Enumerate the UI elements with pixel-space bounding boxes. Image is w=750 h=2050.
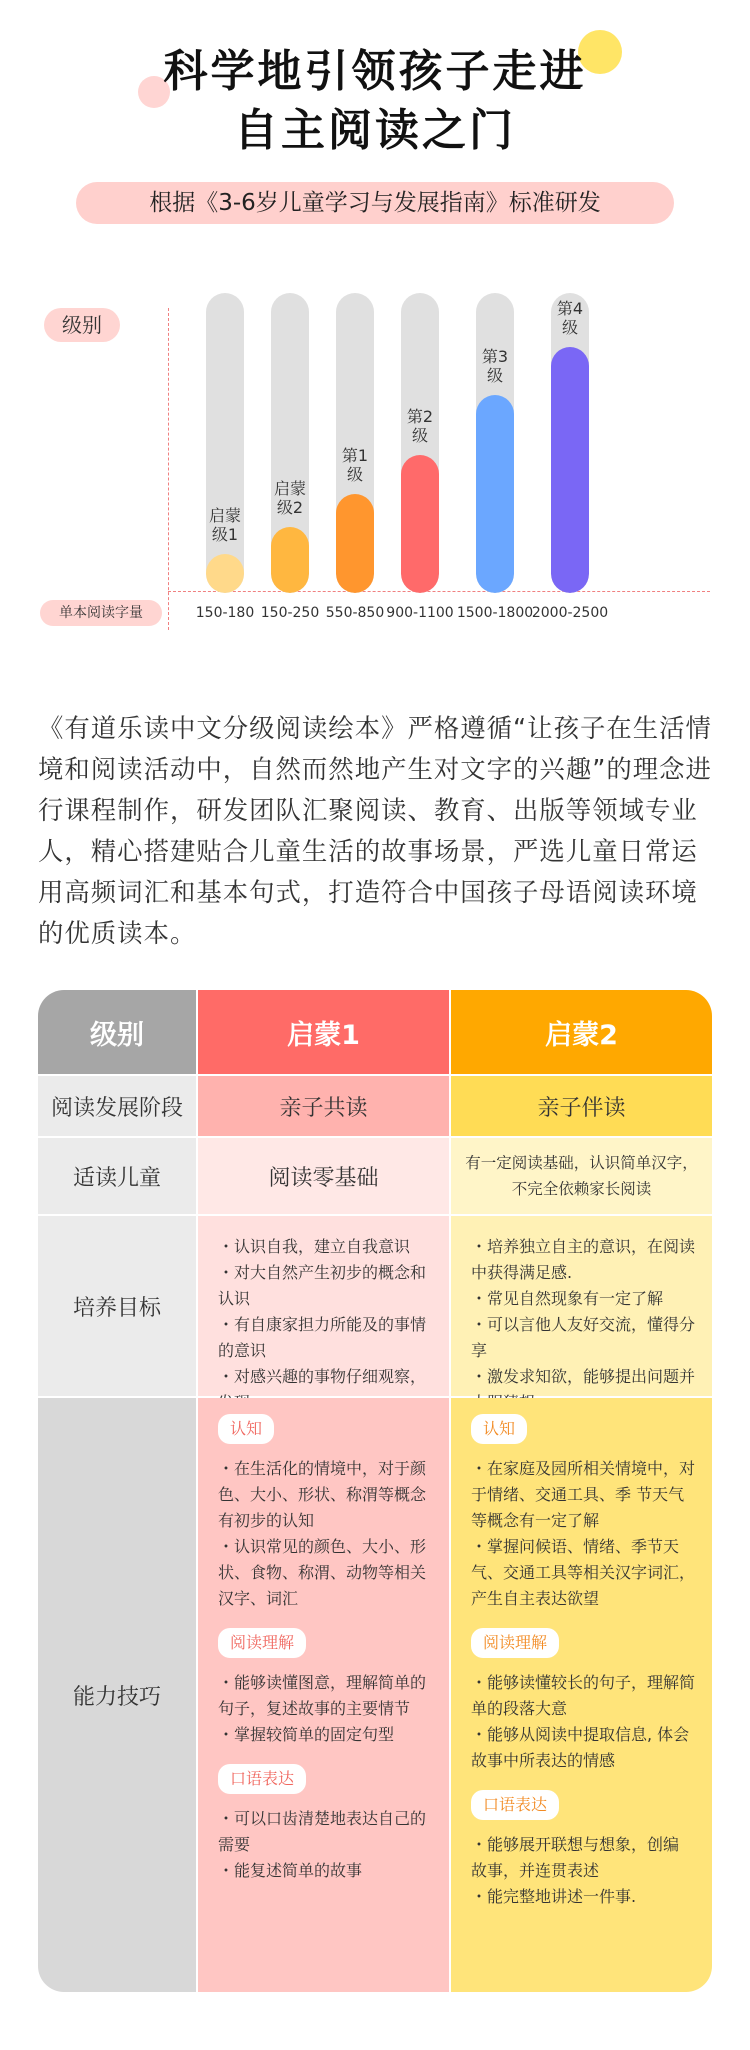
skill-col1-item: ・认识常见的颜色、大小、形状、食物、称渭、动物等相关汉字、词汇	[218, 1537, 427, 1608]
skill-section	[471, 1414, 698, 1612]
skill-section	[218, 1414, 435, 1612]
skill-tag: 口语表达	[218, 1764, 306, 1794]
page-title-line1: 科学地引领孩子走进	[163, 46, 587, 97]
level-bar-1	[206, 293, 244, 593]
level-bar-label-2: 启蒙级2	[273, 479, 306, 517]
cell-skills-col1	[198, 1398, 449, 1992]
row-label-goals: 培养目标	[38, 1216, 196, 1396]
skill-col1-item: ・掌握较简单的固定句型	[218, 1725, 395, 1744]
cell-stage-col1: 亲子共读	[198, 1076, 449, 1136]
level-comparison-table	[38, 990, 712, 1992]
y-axis-label: 级别	[44, 308, 120, 342]
level-bar-label-4: 第2级	[406, 407, 434, 445]
skill-section	[471, 1790, 698, 1910]
skill-tag: 阅读理解	[471, 1628, 559, 1658]
x-tick-label-5: 1500-1800	[456, 605, 534, 621]
x-tick-label-1: 150-180	[195, 605, 255, 621]
skill-tag: 认知	[471, 1414, 527, 1444]
level-bar-6	[551, 293, 589, 593]
goal-col2-item: ・常见自然现象有一定了解	[471, 1289, 664, 1308]
level-bar-2	[271, 293, 309, 593]
skill-section	[471, 1628, 698, 1774]
row-label-stage: 阅读发展阶段	[38, 1076, 196, 1136]
skill-tag: 认知	[218, 1414, 274, 1444]
row-label-suitable: 适读儿童	[38, 1138, 196, 1214]
cell-suitable-col2: 有一定阅读基础，认识简单汉字，不完全依赖家长阅读	[451, 1138, 712, 1214]
goal-col1-item: ・认识自我，建立自我意识	[218, 1237, 411, 1256]
goal-col1-item: ・对感兴趣的事物仔细观察，	[218, 1367, 427, 1386]
cell-suitable-col1: 阅读零基础	[198, 1138, 449, 1214]
skill-col1-item: ・能够读懂图意，理解简单的句子，复述故事的主要情节	[218, 1673, 427, 1718]
cell-skills-col2	[451, 1398, 712, 1992]
goal-col1-item: ・有自康家担力所能及的事情的意识	[218, 1315, 427, 1360]
cell-stage-col2: 亲子伴读	[451, 1076, 712, 1136]
cell-goals-col2	[451, 1216, 712, 1396]
goal-col2-item: ・可以言他人友好交流，懂得分享	[471, 1315, 696, 1360]
row-label-skills: 能力技巧	[38, 1398, 196, 1992]
level-bar-fill-1	[206, 554, 244, 593]
skill-col1-item: ・能复述简单的故事	[218, 1861, 363, 1880]
level-bar-3	[336, 293, 374, 593]
level-bar-fill-3	[336, 494, 374, 593]
x-tick-label-6: 2000-2500	[531, 605, 609, 621]
skill-col2-item: ・能够展开联想与想象，创编 故事，并连贯表述	[471, 1835, 680, 1880]
skill-col2-item: ・能够读懂较长的句子，理解简单的段落大意	[471, 1673, 696, 1718]
skill-section	[218, 1628, 435, 1748]
cell-goals-col1	[198, 1216, 449, 1396]
skill-col2-item: ・能完整地讲述一件事.	[471, 1887, 637, 1906]
level-bar-label-5: 第3级	[481, 347, 509, 385]
goal-col1-item: ・对大自然产生初步的概念和认识	[218, 1263, 427, 1308]
x-axis-line	[168, 591, 710, 592]
y-axis-line	[168, 308, 169, 630]
x-tick-label-3: 550-850	[325, 605, 385, 621]
skill-tag: 阅读理解	[218, 1628, 306, 1658]
level-bar-5	[476, 293, 514, 593]
subtitle-pill: 根据《3-6岁儿童学习与发展指南》标准研发	[76, 182, 674, 224]
skill-col2-item: ・在家庭及园所相关情境中，对于情绪、交通工具、季 节天气等概念有一定了解	[471, 1459, 696, 1530]
skill-col2-item: ・掌握问候语、情绪、季节天气、交通工具等相关汉字词汇，产生自主表达欲望	[471, 1537, 696, 1608]
level-bar-fill-2	[271, 527, 309, 593]
x-tick-label-4: 900-1100	[386, 605, 454, 621]
x-tick-label-2: 150-250	[260, 605, 320, 621]
level-bar-fill-5	[476, 395, 514, 593]
intro-paragraph: 《有道乐读中文分级阅读绘本》严格遵循“让孩子在生活情境和阅读活动中，自然而然地产生对文字的兴趣”的理念进行课程制作，研发团队汇聚阅读、教育、出版等领域专业人，精心搭建贴合儿童生活的故事场景，严选儿童日常运用高频词汇和基本句式，打造符合中国孩子母语阅读环境的优质读本。	[38, 713, 712, 948]
page-title-line2: 自主阅读之门	[234, 105, 516, 156]
table-header-col1: 启蒙1	[198, 990, 449, 1074]
level-bar-fill-4	[401, 455, 439, 593]
skill-col2-item: ・能够从阅读中提取信息, 体会故事中所表达的情感	[471, 1725, 690, 1770]
skill-tag: 口语表达	[471, 1790, 559, 1820]
level-bar-label-1: 启蒙级1	[208, 506, 241, 544]
level-bar-fill-6	[551, 347, 589, 593]
skill-col1-item: ・可以口齿清楚地表达自己的需要	[218, 1809, 427, 1854]
level-bar-label-3: 第1级	[341, 446, 369, 484]
goal-col2-item: ・激发求知欲，能够提出问题并	[471, 1367, 696, 1386]
level-bar-label-6: 第4级	[556, 299, 584, 337]
table-header-label: 级别	[38, 990, 196, 1074]
goal-col2-item: ・培养独立自主的意识，在阅读中获得满足感.	[471, 1237, 696, 1282]
table-header-col2: 启蒙2	[451, 990, 712, 1074]
skill-section	[218, 1764, 435, 1884]
x-axis-label: 单本阅读字量	[40, 600, 162, 626]
skill-col1-item: ・在生活化的情境中，对于颜色、大小、形状、称渭等概念有初步的认知	[218, 1459, 427, 1530]
